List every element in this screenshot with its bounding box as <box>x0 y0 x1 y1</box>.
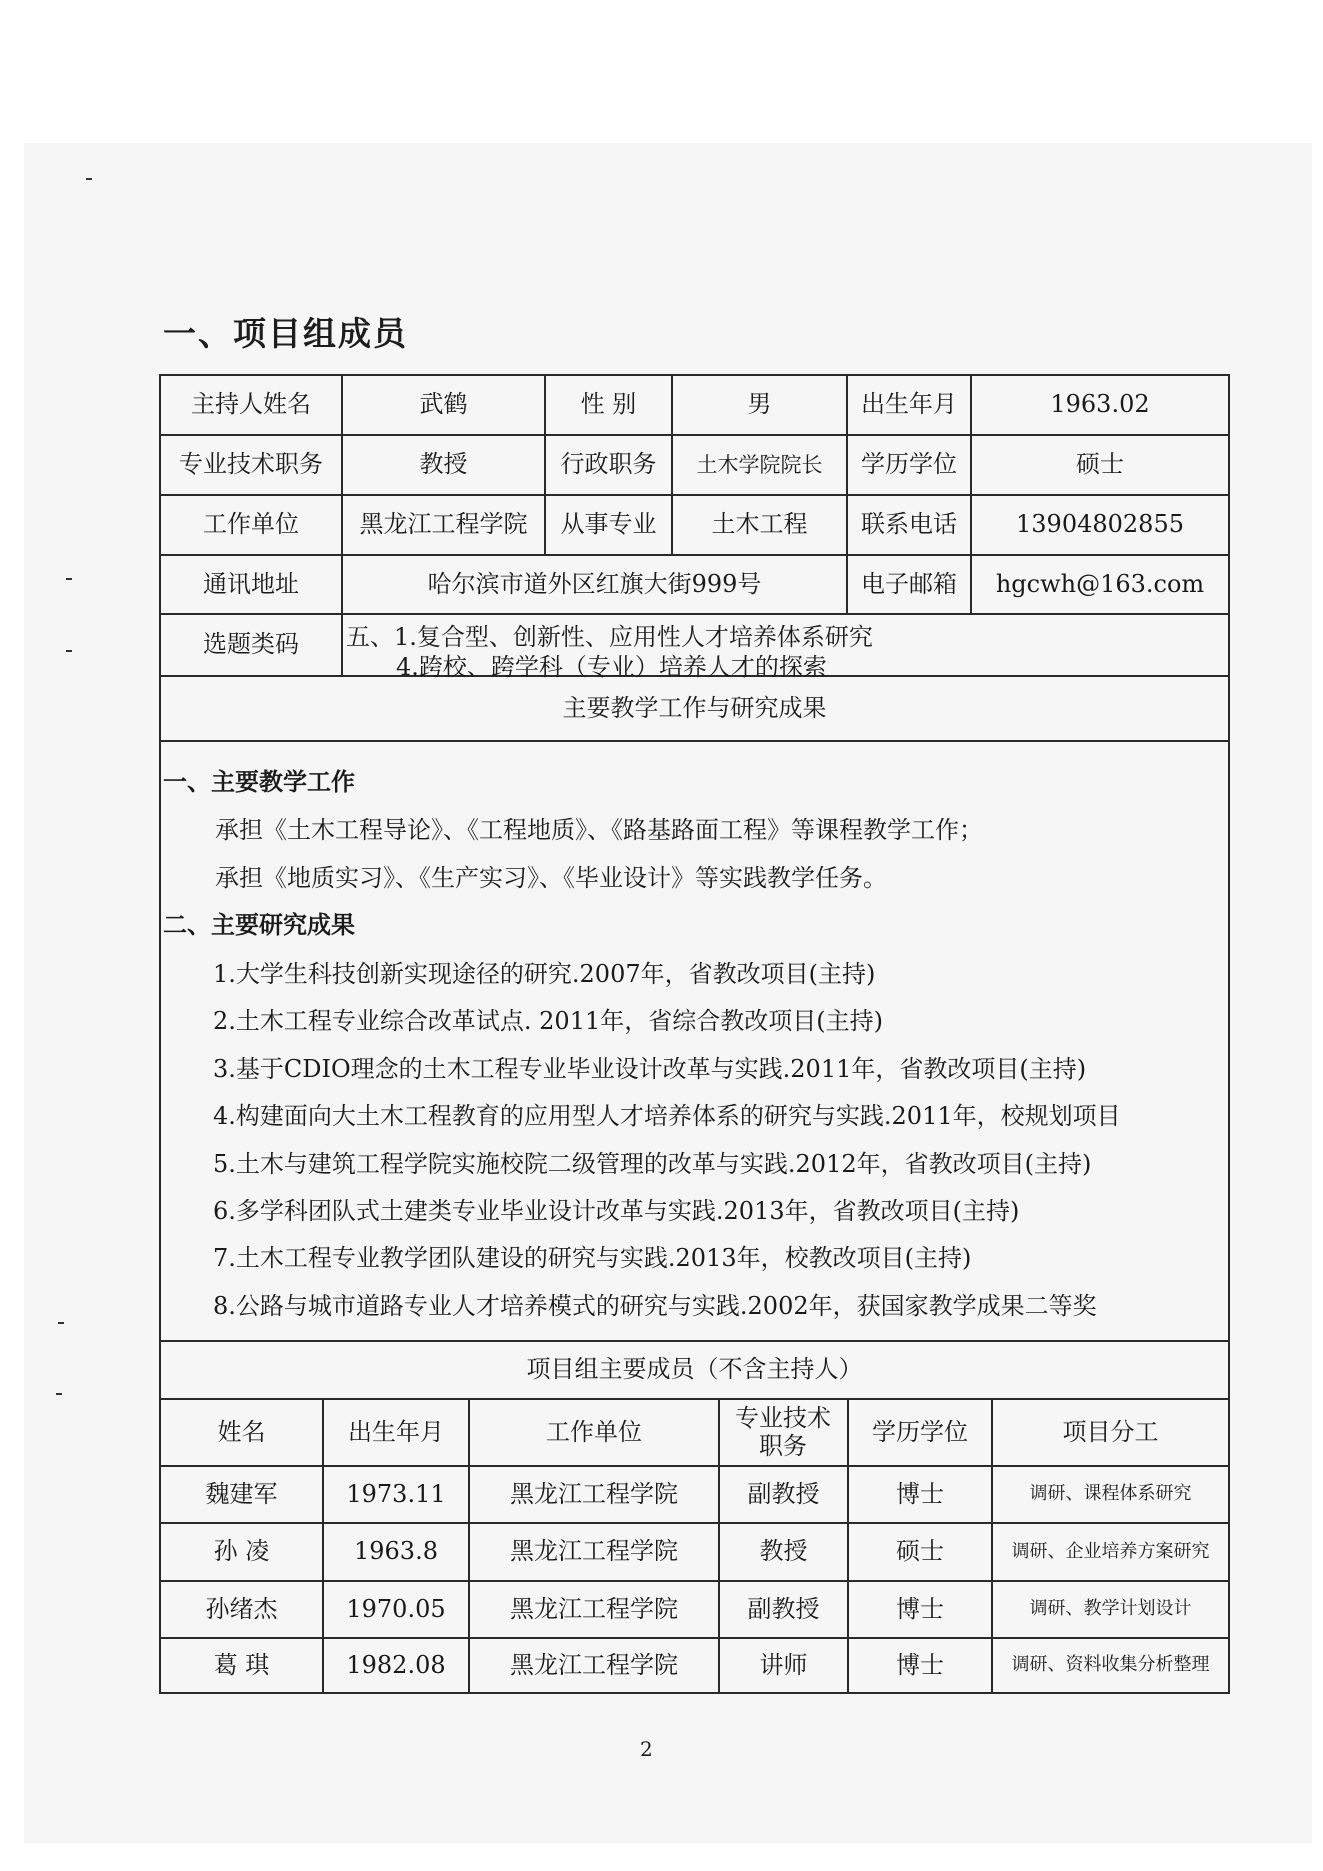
col-role: 项目分工 <box>1062 1417 1159 1446</box>
phone: 13904802855 <box>1016 510 1184 539</box>
admin-position: 土木学院院长 <box>696 452 823 477</box>
section-title: 一、项目组成员 <box>163 314 408 353</box>
rule <box>159 740 1230 742</box>
member-degree: 博士 <box>896 1594 944 1623</box>
gender: 男 <box>747 390 772 419</box>
phone-label: 联系电话 <box>861 510 957 539</box>
scan-speck <box>58 1322 64 1324</box>
members-header: 项目组主要成员（不含主持人） <box>526 1355 863 1384</box>
degree-label: 学历学位 <box>861 450 957 479</box>
member-birth: 1970.05 <box>346 1594 446 1623</box>
member-employer: 黑龙江工程学院 <box>510 1537 678 1566</box>
member-role: 调研、资料收集分析整理 <box>1011 1654 1210 1676</box>
gender-label: 性 别 <box>580 390 637 419</box>
research-item: 7.土木工程专业教学团队建设的研究与实践.2013年，校教改项目(主持) <box>213 1244 972 1272</box>
member-role: 调研、教学计划设计 <box>1029 1598 1192 1620</box>
teaching-item: 承担《地质实习》、《生产实习》、《毕业设计》等实践教学任务。 <box>215 864 887 892</box>
work-header: 主要教学工作与研究成果 <box>562 693 827 722</box>
address-label: 通讯地址 <box>203 569 299 598</box>
member-birth: 1963.8 <box>354 1537 438 1566</box>
topic-label: 选题类码 <box>203 630 299 659</box>
title: 教授 <box>419 450 468 479</box>
birth-date: 1963.02 <box>1050 390 1150 419</box>
teaching-heading: 一、主要教学工作 <box>163 768 355 796</box>
email-label: 电子邮箱 <box>861 569 957 598</box>
topic-line: 五、1.复合型、创新性、应用性人才培养体系研究 <box>346 623 873 651</box>
research-heading: 二、主要研究成果 <box>163 911 355 939</box>
birth-label: 出生年月 <box>861 390 957 419</box>
col-employer: 工作单位 <box>546 1417 642 1446</box>
host-name: 武鹤 <box>419 390 468 419</box>
col-degree: 学历学位 <box>872 1417 968 1446</box>
member-name: 葛 琪 <box>213 1650 270 1679</box>
scan-speck <box>66 650 72 652</box>
major: 土木工程 <box>711 510 808 539</box>
member-degree: 博士 <box>896 1479 944 1508</box>
research-item: 3.基于CDIO理念的土木工程专业毕业设计改革与实践.2011年，省教改项目(主持) <box>213 1055 1087 1083</box>
title-label: 专业技术职务 <box>179 450 323 479</box>
research-item: 6.多学科团队式土建类专业毕业设计改革与实践.2013年，省教改项目(主持) <box>213 1197 1020 1225</box>
degree: 硕士 <box>1076 450 1124 479</box>
email: hgcwh@163.com <box>995 569 1205 598</box>
member-degree: 硕士 <box>896 1537 944 1566</box>
member-title: 副教授 <box>747 1594 820 1623</box>
address: 哈尔滨市道外区红旗大街999号 <box>427 569 762 598</box>
host-name-label: 主持人姓名 <box>191 390 311 419</box>
research-item: 8.公路与城市道路专业人才培养模式的研究与实践.2002年，获国家教学成果二等奖 <box>213 1292 1097 1320</box>
member-title: 教授 <box>759 1537 808 1566</box>
member-title: 副教授 <box>747 1479 820 1508</box>
member-role: 调研、企业培养方案研究 <box>1011 1540 1210 1562</box>
member-birth: 1982.08 <box>346 1650 446 1679</box>
research-item: 5.土木与建筑工程学院实施校院二级管理的改革与实践.2012年，省教改项目(主持) <box>213 1150 1092 1178</box>
teaching-item: 承担《土木工程导论》、《工程地质》、《路基路面工程》等课程教学工作； <box>215 816 983 844</box>
col-birth: 出生年月 <box>348 1417 444 1446</box>
col-name: 姓名 <box>217 1417 266 1446</box>
admin-label: 行政职务 <box>560 450 657 479</box>
topic-line: 4.跨校、跨学科（专业）培养人才的探索 <box>396 653 827 681</box>
member-degree: 博士 <box>896 1650 944 1679</box>
member-birth: 1973.11 <box>346 1479 446 1508</box>
member-name: 魏建军 <box>205 1479 278 1508</box>
research-item: 2.土木工程专业综合改革试点. 2011年，省综合教改项目(主持) <box>213 1007 883 1035</box>
member-role: 调研、课程体系研究 <box>1029 1483 1192 1505</box>
member-name: 孙 凌 <box>213 1537 270 1566</box>
research-item: 1.大学生科技创新实现途径的研究.2007年，省教改项目(主持) <box>213 960 876 988</box>
scan-speck <box>86 178 92 180</box>
member-title: 讲师 <box>759 1650 808 1679</box>
employer: 黑龙江工程学院 <box>359 510 528 539</box>
page-number: 2 <box>640 1737 653 1761</box>
scan-speck <box>56 1393 62 1395</box>
major-label: 从事专业 <box>560 510 657 539</box>
employer-label: 工作单位 <box>203 510 299 539</box>
research-item: 4.构建面向大土木工程教育的应用型人才培养体系的研究与实践.2011年，校规划项目 <box>213 1102 1121 1130</box>
scan-speck <box>66 578 72 580</box>
member-employer: 黑龙江工程学院 <box>510 1594 678 1623</box>
member-employer: 黑龙江工程学院 <box>510 1479 678 1508</box>
member-employer: 黑龙江工程学院 <box>510 1650 678 1679</box>
member-name: 孙绪杰 <box>205 1594 278 1623</box>
col-title: 专业技术职务 <box>735 1403 831 1460</box>
